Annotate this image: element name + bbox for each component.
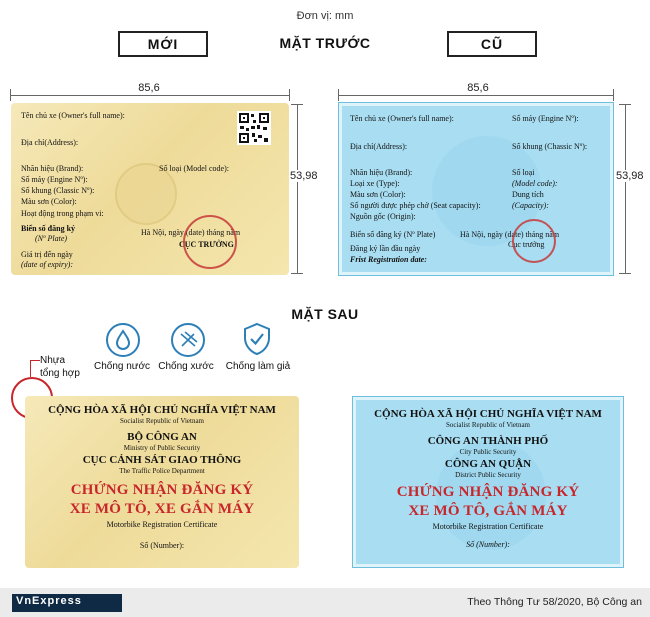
- owner-field: Tên chủ xe (Owner's full name):: [21, 111, 125, 120]
- feature-label-water: Chống nước: [93, 361, 151, 372]
- shield-check-icon: [242, 322, 272, 356]
- red-stamp: [183, 215, 237, 269]
- footer-bar: [0, 588, 650, 617]
- cert-en: Motorbike Registration Certificate: [106, 520, 218, 529]
- ministry-en: Ministry of Public Security: [123, 444, 201, 452]
- color-field: Màu sơn (Color):: [21, 197, 77, 206]
- footer-brand: VnExpress: [16, 595, 82, 607]
- composite-pointer: [30, 360, 31, 377]
- dim-tick: [10, 89, 11, 101]
- chief-title: Cục trưởng: [508, 240, 545, 249]
- old-front-card: [339, 103, 613, 275]
- old-back-card: [353, 397, 623, 567]
- feature-label-anti-fake: Chống làm giả: [225, 361, 291, 372]
- color-field: Màu sơn (Color):: [350, 190, 406, 199]
- cert-title-1: CHỨNG NHẬN ĐĂNG KÝ: [70, 482, 254, 498]
- engine-field: Số máy (Engine Nº):: [512, 114, 579, 123]
- scratch-icon: [171, 323, 205, 357]
- plate-field: Biển số đăng ký: [21, 224, 76, 233]
- composite-pointer: [30, 360, 40, 361]
- chief-title: CỤC TRƯỞNG: [179, 240, 234, 249]
- cert-title-2: XE MÔ TÔ, GẮN MÁY: [408, 503, 568, 519]
- new-back-card: [25, 396, 299, 568]
- feature-label-scratch: Chống xước: [158, 361, 214, 372]
- origin-field: Nguồn gốc (Origin):: [350, 212, 416, 221]
- capacity-en: (Capacity):: [512, 201, 549, 210]
- water-drop-icon: [106, 323, 140, 357]
- width-dim-new: 85,6: [134, 82, 164, 94]
- first-reg-en: Frist Registration date:: [350, 255, 427, 264]
- dim-tick: [613, 89, 614, 101]
- owner-field: Tên chủ xe (Owner's full name):: [350, 114, 454, 123]
- date-field: Hà Nội, ngày (date) tháng năm: [141, 228, 241, 237]
- republic-title: CỘNG HÒA XÃ HỘI CHỦ NGHĨA VIỆT NAM: [374, 408, 602, 420]
- engine-field: Số máy (Engine Nº):: [21, 175, 88, 184]
- first-reg-field: Đăng ký lần đầu ngày: [350, 244, 421, 253]
- width-dim-line-old: [338, 95, 614, 96]
- qr-code-icon: [237, 111, 271, 145]
- new-front-card: [11, 103, 289, 275]
- cert-title-1: CHỨNG NHẬN ĐĂNG KÝ: [396, 484, 580, 500]
- city-en: City Public Security: [459, 448, 517, 456]
- ministry-title: BỘ CÔNG AN: [127, 431, 197, 443]
- address-field: Địa chỉ(Address):: [350, 142, 408, 151]
- expiry-field: Giá trị đến ngày: [21, 250, 73, 259]
- brand-field: Nhãn hiệu (Brand):: [350, 168, 413, 177]
- dim-tick: [619, 104, 631, 105]
- back-heading: MẶT SAU: [291, 306, 359, 322]
- cert-title-2: XE MÔ TÔ, XE GẮN MÁY: [69, 501, 255, 517]
- capacity-field: Dung tích: [512, 190, 544, 199]
- dept-en: The Traffic Police Department: [119, 467, 205, 475]
- chassis-field: Số khung (Chassic Nº):: [512, 142, 588, 151]
- plate-field: Biển số đăng ký (Nº Plate): [350, 230, 436, 239]
- model-field: Số loại (Model code):: [159, 164, 229, 173]
- republic-title: CỘNG HÒA XÃ HỘI CHỦ NGHĨA VIỆT NAM: [48, 404, 276, 416]
- seats-field: Số người được phép chở (Seat capacity):: [350, 201, 481, 210]
- district-en: District Public Security: [455, 471, 521, 479]
- height-dim-line-new: [297, 104, 298, 274]
- scope-field: Hoạt động trong phạm vi:: [21, 209, 104, 218]
- dim-tick: [338, 89, 339, 101]
- old-label: CŨ: [447, 31, 537, 57]
- front-heading: MẶT TRƯỚC: [279, 35, 371, 51]
- height-dim-line-old: [625, 104, 626, 274]
- republic-en: Socialist Republic of Vietnam: [445, 421, 531, 429]
- dept-title: CỤC CẢNH SÁT GIAO THÔNG: [82, 454, 242, 466]
- composite-label: Nhựa tổng hợp: [40, 355, 80, 379]
- dim-tick: [289, 89, 290, 101]
- unit-label: Đơn vị: mm: [296, 10, 354, 22]
- date-field: Hà Nội, ngày (date) tháng năm: [460, 230, 560, 239]
- height-dim-new: 53,98: [290, 170, 326, 182]
- plate-en: (Nº Plate): [35, 234, 68, 243]
- height-dim-old: 53,98: [616, 170, 650, 182]
- model-field: Số loại: [512, 168, 535, 177]
- chassis-field: Số khung (Classic Nº):: [21, 186, 95, 195]
- brand-field: Nhãn hiệu (Brand):: [21, 164, 84, 173]
- width-dim-old: 85,6: [463, 82, 493, 94]
- expiry-en: (date of expiry):: [21, 260, 73, 269]
- footer-source: Theo Thông Tư 58/2020, Bộ Công an: [467, 596, 642, 608]
- cert-en: Motorbike Registration Certificate: [432, 522, 544, 531]
- dim-tick: [291, 104, 303, 105]
- district-title: CÔNG AN QUẬN: [444, 458, 532, 470]
- number-field: Số (Number):: [466, 540, 510, 549]
- number-field: Số (Number):: [139, 541, 185, 550]
- city-title: CÔNG AN THÀNH PHỐ: [427, 435, 549, 447]
- republic-en: Socialist Republic of Vietnam: [119, 417, 205, 425]
- dim-tick: [291, 273, 303, 274]
- model-en: (Model code):: [512, 179, 558, 188]
- width-dim-line-new: [10, 95, 290, 96]
- new-label: MỚI: [118, 31, 208, 57]
- red-stamp: [512, 219, 556, 263]
- address-field: Địa chỉ(Address):: [21, 138, 79, 147]
- type-field: Loại xe (Type):: [350, 179, 400, 188]
- dim-tick: [619, 273, 631, 274]
